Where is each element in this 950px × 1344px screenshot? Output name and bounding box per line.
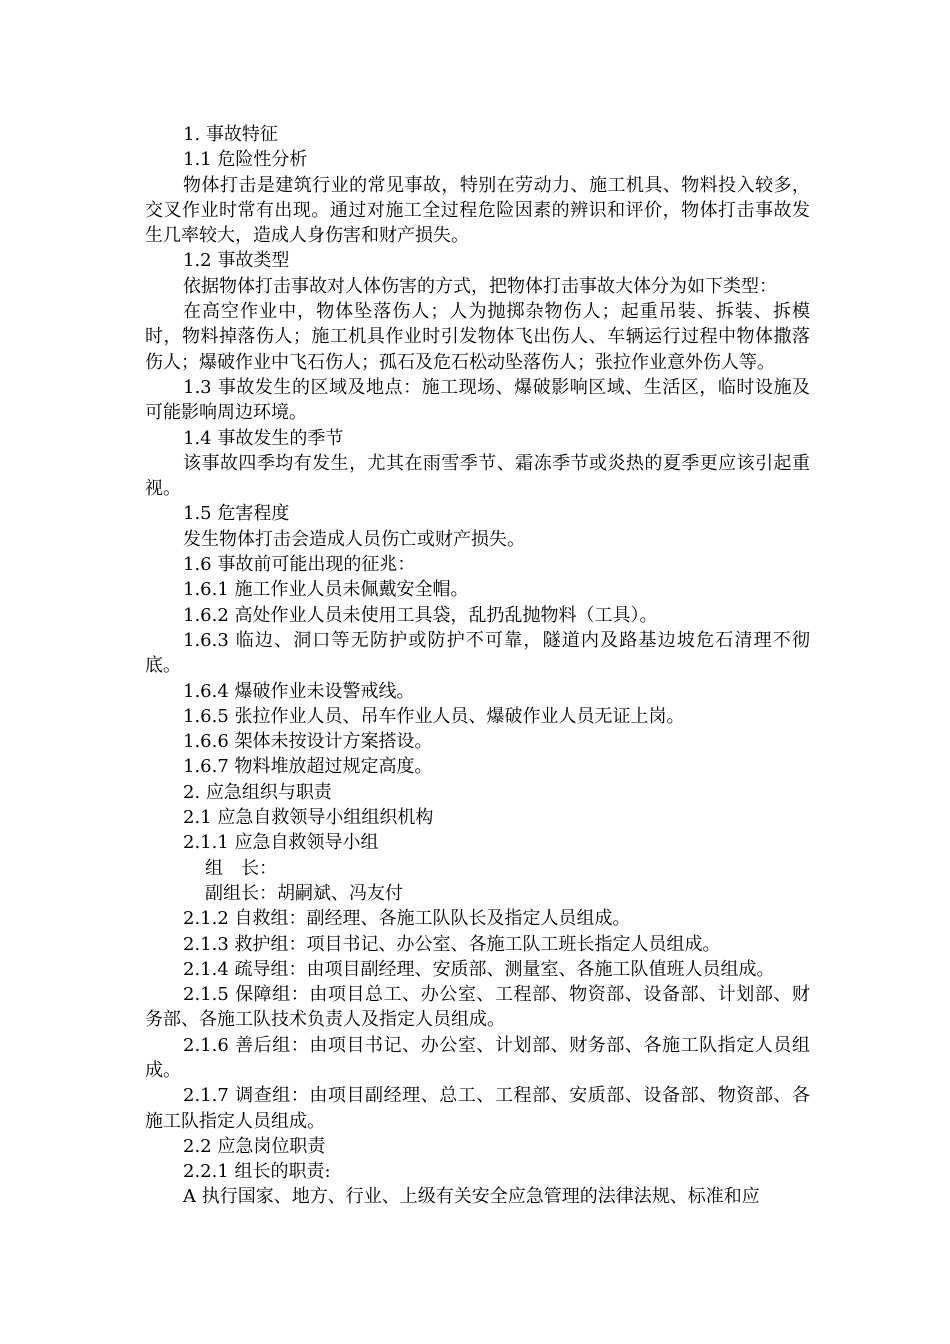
list-item: 1.6.5 张拉作业人员、吊车作业人员、爆破作业人员无证上岗。 — [183, 705, 685, 727]
heading-1-4: 1.4 事故发生的季节 — [183, 427, 344, 449]
paragraph: 在高空作业中，物体坠落伤人；人为抛掷杂物伤人；起重吊装、拆装、拆模时，物料掉落伤人；施工机具作业时引发物体飞出伤人、车辆运行过程中物体撒落伤人；爆破作业中飞石伤人；孤石及危石松动坠落伤人；张拉作业意外伤人等。 — [145, 301, 810, 373]
team-leader-line: 组 长： — [205, 857, 277, 879]
heading-1-5: 1.5 危害程度 — [183, 503, 290, 525]
list-item: 2.1.2 自救组：副经理、各施工队队长及指定人员组成。 — [183, 908, 631, 930]
paragraph: 该事故四季均有发生，尤其在雨雪季节、霜冻季节或炎热的夏季更应该引起重视。 — [145, 452, 810, 500]
list-item: 2.1.3 救护组：项目书记、办公室、各施工队工班长指定人员组成。 — [183, 933, 721, 955]
list-item: 2.1.7 调查组：由项目副经理、总工、工程部、安质部、设备部、物资部、各施工队指定人员组成。 — [145, 1085, 810, 1132]
paragraph: A 执行国家、地方、行业、上级有关安全应急管理的法律法规、标准和应 — [183, 1186, 760, 1208]
document-body — [145, 122, 810, 1210]
paragraph: 物体打击是建筑行业的常见事故，特别在劳动力、施工机具、物料投入较多，交叉作业时常有出现。通过对施工全过程危险因素的辨识和评价，物体打击事故发生几率较大，造成人身伤害和财产损失。 — [145, 174, 810, 247]
deputy-leader-line: 副组长：胡嗣斌、冯友付 — [205, 882, 403, 904]
list-item: 1.6.2 高处作业人员未使用工具袋，乱扔乱抛物料（工具）。 — [183, 604, 658, 626]
list-item: 1.6.7 物料堆放超过规定高度。 — [183, 756, 433, 778]
paragraph: 1.3 事故发生的区域及地点：施工现场、爆破影响区域、生活区，临时设施及可能影响周边环境。 — [145, 376, 810, 424]
list-item: 2.1.6 善后组：由项目书记、办公室、计划部、财务部、各施工队指定人员组成。 — [145, 1034, 810, 1081]
heading-2: 2. 应急组织与职责 — [183, 781, 332, 803]
heading-1-6: 1.6 事故前可能出现的征兆： — [183, 554, 416, 576]
paragraph: 发生物体打击会造成人员伤亡或财产损失。 — [183, 528, 525, 550]
list-item: 1.6.4 爆破作业未设警戒线。 — [183, 680, 415, 702]
heading-2-2: 2.2 应急岗位职责 — [183, 1135, 326, 1157]
list-item: 1.6.3 临边、洞口等无防护或防护不可靠，隧道内及路基边坡危石清理不彻底。 — [145, 629, 810, 677]
list-item: 1.6.1 施工作业人员未佩戴安全帽。 — [183, 579, 469, 601]
paragraph: 依据物体打击事故对人体伤害的方式，把物体打击事故大体分为如下类型： — [183, 275, 777, 297]
heading-1-1: 1.1 危险性分析 — [183, 149, 308, 171]
heading-2-2-1: 2.2.1 组长的职责: — [183, 1161, 331, 1183]
heading-1-2: 1.2 事故类型 — [183, 250, 290, 272]
list-item: 1.6.6 架体未按设计方案搭设。 — [183, 731, 433, 753]
heading-2-1-1: 2.1.1 应急自救领导小组 — [183, 832, 379, 854]
heading-1: 1. 事故特征 — [183, 124, 278, 145]
list-item: 2.1.5 保障组：由项目总工、办公室、工程部、物资部、设备部、计划部、财务部、各施工队技术负责人及指定人员组成。 — [145, 984, 810, 1031]
heading-2-1: 2.1 应急自救领导小组组织机构 — [183, 807, 434, 829]
list-item: 2.1.4 疏导组：由项目副经理、安质部、测量室、各施工队值班人员组成。 — [183, 958, 775, 980]
